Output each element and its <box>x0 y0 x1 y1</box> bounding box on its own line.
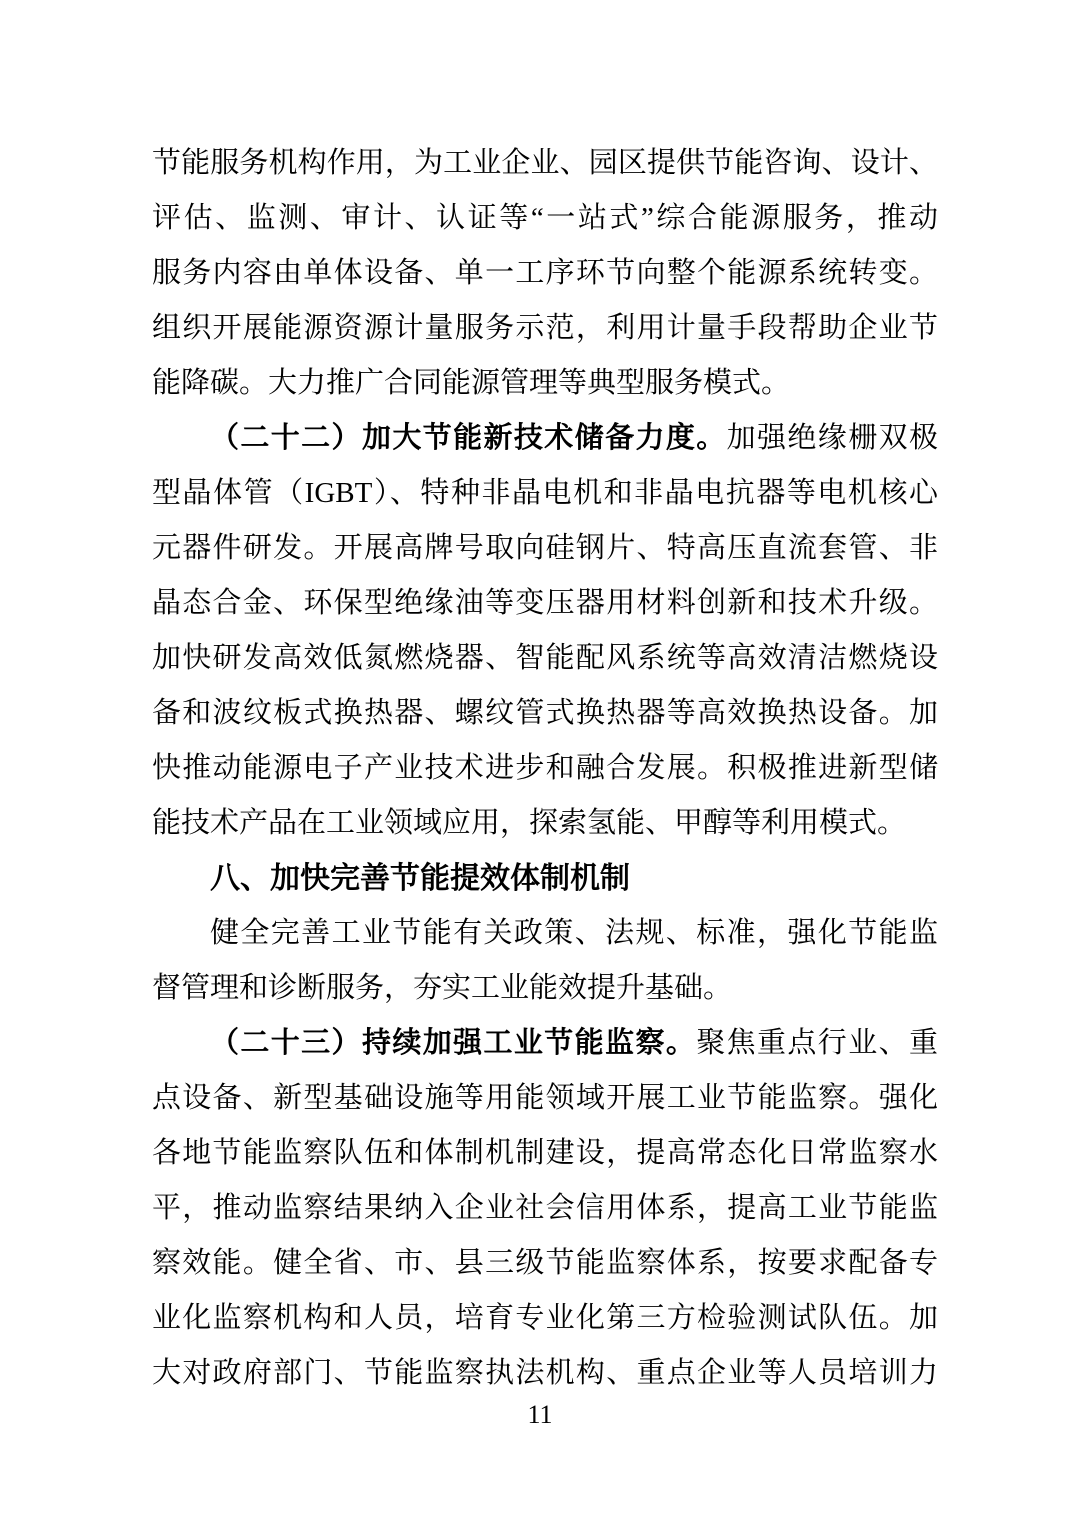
text-segment: 服务内容由单体设备、单一工序环节向整个能源系统转变。 <box>152 257 938 289</box>
heading-line <box>152 851 938 906</box>
text-line <box>152 1126 938 1181</box>
text-segment: 元器件研发。开展高牌号取向硅钢片、特高压直流套管、非 <box>152 532 938 564</box>
text-line <box>152 961 938 1016</box>
text-line <box>152 1236 938 1291</box>
text-line <box>152 246 938 301</box>
text-line <box>152 301 938 356</box>
text-segment: 督管理和诊断服务，夯实工业能效提升基础。 <box>152 972 733 1004</box>
text-line <box>152 1181 938 1236</box>
text-line <box>152 411 938 466</box>
text-segment: 各地节能监察队伍和体制机制建设，提高常态化日常监察水 <box>152 1137 938 1169</box>
paragraph <box>152 136 938 411</box>
text-line <box>152 1071 938 1126</box>
text-segment: 评估、监测、审计、认证等“一站式”综合能源服务，推动 <box>152 202 938 234</box>
text-segment: 晶态合金、环保型绝缘油等变压器用材料创新和技术升级。 <box>152 587 938 619</box>
text-segment: 加强绝缘栅双极 <box>726 422 938 454</box>
text-line <box>152 906 938 961</box>
text-line <box>152 136 938 191</box>
text-line <box>152 576 938 631</box>
text-segment: 快推动能源电子产业技术进步和融合发展。积极推进新型储 <box>152 752 938 784</box>
text-segment: 加快研发高效低氮燃烧器、智能配风系统等高效清洁燃烧设 <box>152 642 938 674</box>
text-segment: 点设备、新型基础设施等用能领域开展工业节能监察。强化 <box>152 1082 938 1114</box>
page-number: 11 <box>527 1400 553 1429</box>
text-line <box>152 631 938 686</box>
bold-lead-text: 八、加快完善节能提效体制机制 <box>210 862 630 895</box>
text-line <box>152 191 938 246</box>
paragraph <box>152 906 938 1016</box>
text-segment: 能技术产品在工业领域应用，探索氢能、甲醇等利用模式。 <box>152 807 907 839</box>
bold-lead-text: （二十三）持续加强工业节能监察。 <box>210 1027 697 1059</box>
text-segment: 平，推动监察结果纳入企业社会信用体系，提高工业节能监 <box>152 1192 938 1224</box>
text-segment: 大对政府部门、节能监察执法机构、重点企业等人员培训力 <box>152 1357 938 1389</box>
text-segment: 聚焦重点行业、重 <box>696 1027 938 1059</box>
paragraph <box>152 411 938 851</box>
text-segment: 节能服务机构作用，为工业企业、园区提供节能咨询、设计、 <box>152 147 938 179</box>
text-line <box>152 1346 938 1401</box>
text-segment: 组织开展能源资源计量服务示范，利用计量手段帮助企业节 <box>152 312 938 344</box>
text-line <box>152 356 938 411</box>
text-line <box>152 1291 938 1346</box>
text-segment: 能降碳。大力推广合同能源管理等典型服务模式。 <box>152 367 791 399</box>
text-line <box>152 466 938 521</box>
text-segment: 业化监察机构和人员，培育专业化第三方检验测试队伍。加 <box>152 1302 938 1334</box>
text-line <box>152 1016 938 1071</box>
bold-lead-text: （二十二）加大节能新技术储备力度。 <box>210 422 727 454</box>
text-line <box>152 686 938 741</box>
paragraph <box>152 1016 938 1401</box>
text-line <box>152 741 938 796</box>
text-segment: 察效能。健全省、市、县三级节能监察体系，按要求配备专 <box>152 1247 938 1279</box>
text-line <box>152 521 938 576</box>
text-line <box>152 796 938 851</box>
text-segment: 备和波纹板式换热器、螺纹管式换热器等高效换热设备。加 <box>152 697 938 729</box>
text-segment: 型晶体管（IGBT）、特种非晶电机和非晶电抗器等电机核心 <box>152 477 938 509</box>
document-body <box>152 136 938 1401</box>
section-heading <box>152 851 938 906</box>
text-segment: 健全完善工业节能有关政策、法规、标准，强化节能监 <box>210 917 938 949</box>
